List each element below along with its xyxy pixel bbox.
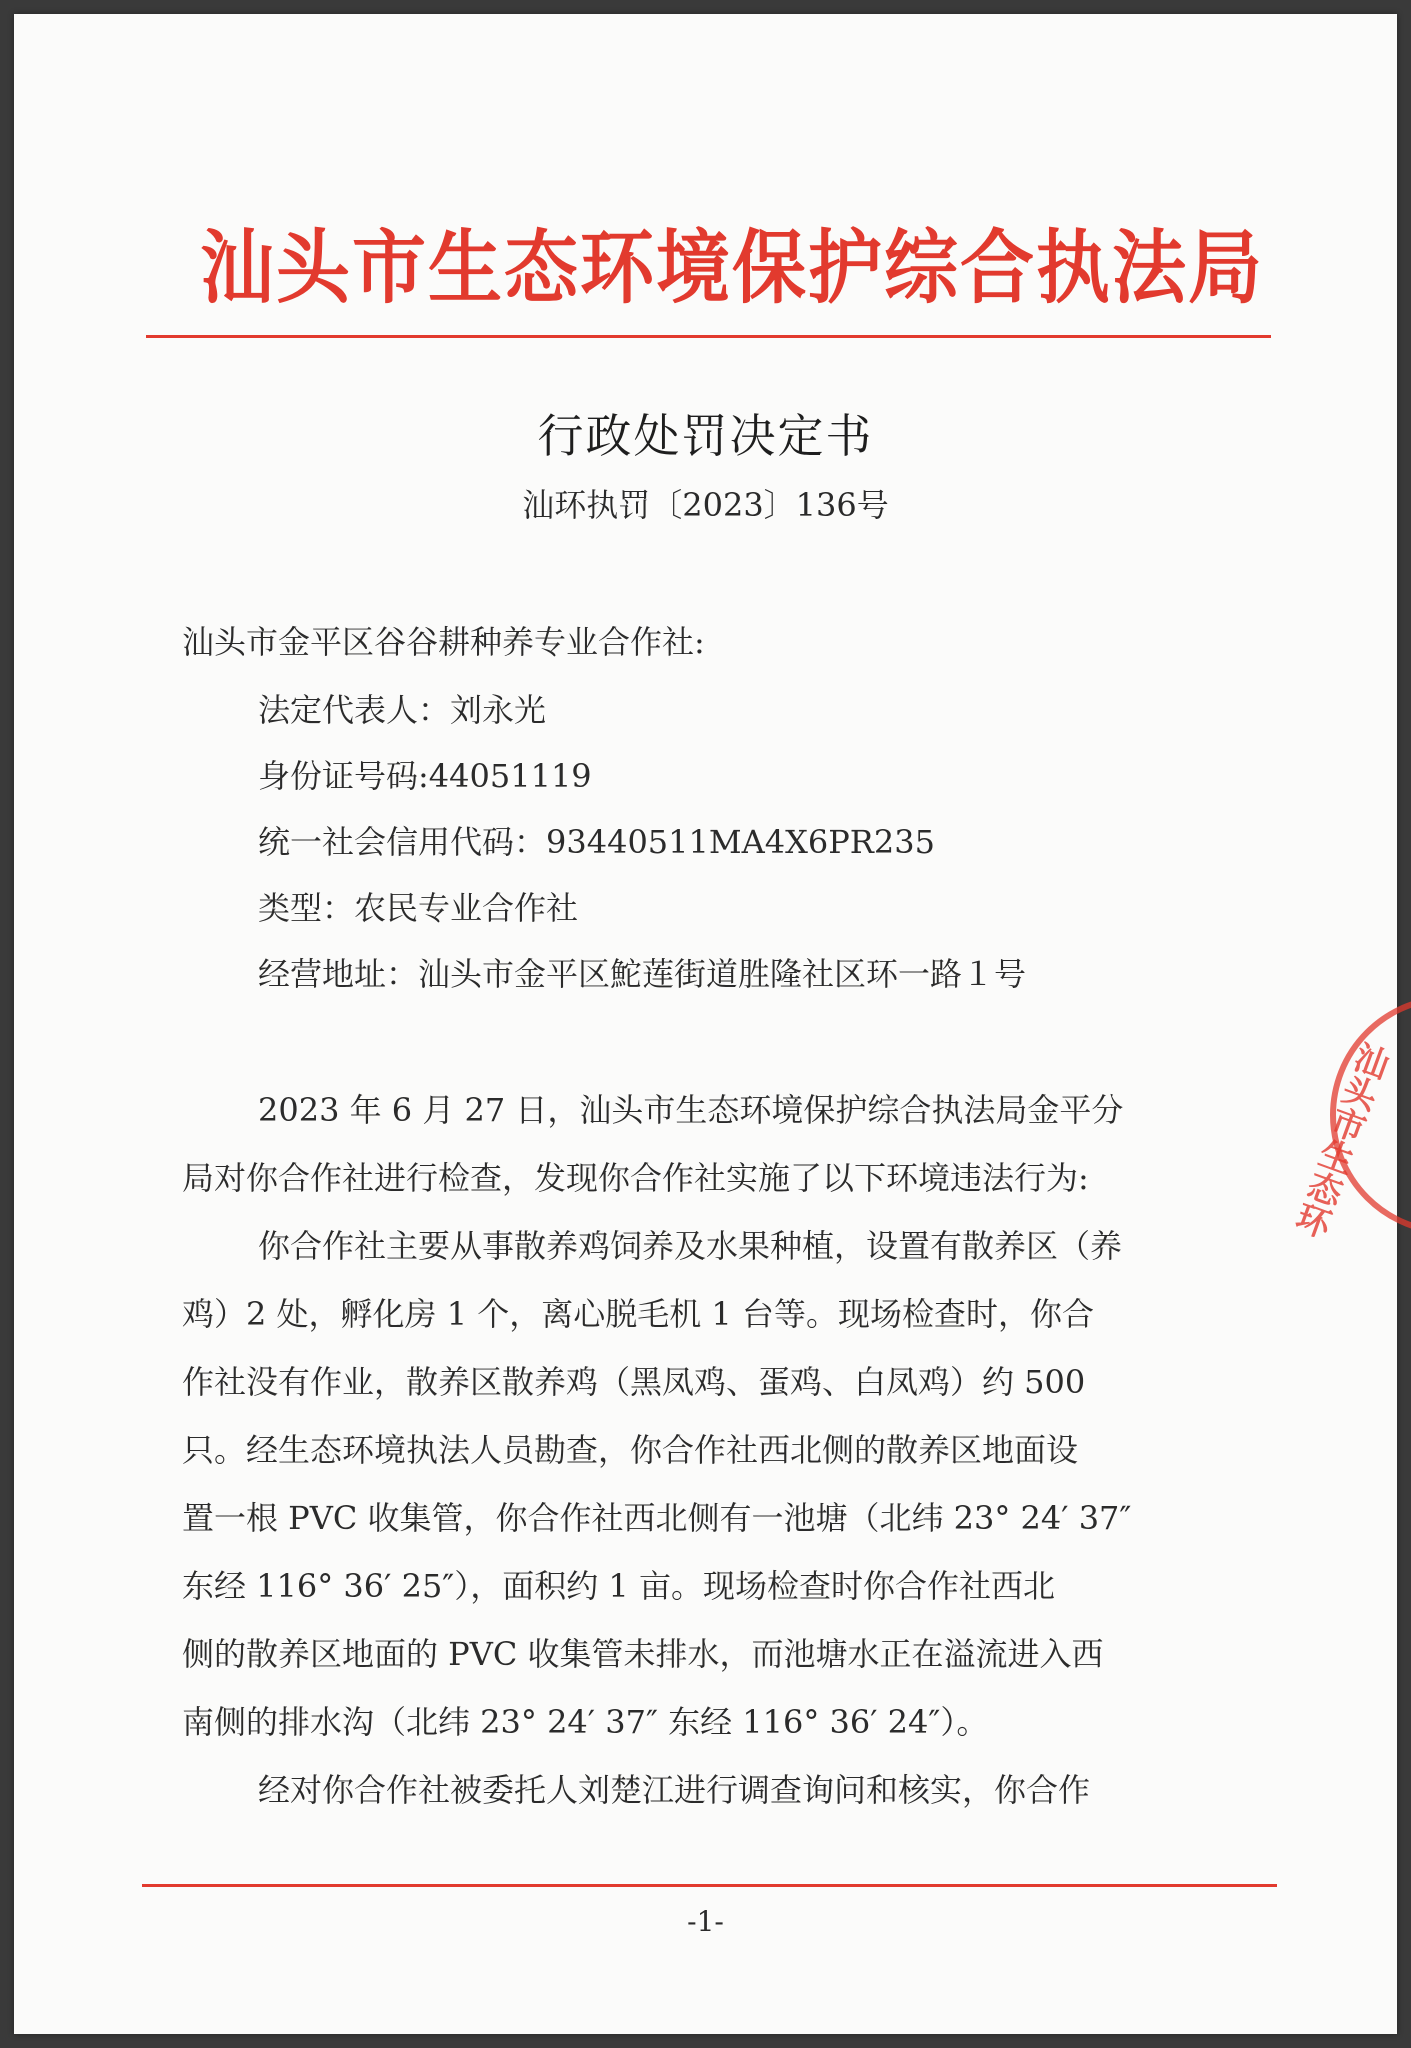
header-red-rule (146, 335, 1271, 338)
body-line: 经对你合作社被委托人刘楚江进行调查询问和核实，你合作 (258, 1771, 1091, 1809)
business-address: 经营地址：汕头市金平区鮀莲街道胜隆社区环一路１号 (258, 955, 1027, 993)
body-line: 只。经生态环境执法人员勘查，你合作社西北侧的散养区地面设 (182, 1431, 1079, 1469)
document-number: 汕环执罚〔2023〕136号 (522, 486, 889, 524)
official-seal-text: 汕头市生态环 (1285, 1036, 1394, 1242)
credit-code: 统一社会信用代码：93440511MA4X6PR235 (258, 823, 935, 861)
body-line: 你合作社主要从事散养鸡饲养及水果种植，设置有散养区（养 (258, 1227, 1123, 1265)
body-line: 东经 116° 36′ 25″），面积约 1 亩。现场检查时你合作社西北 (182, 1567, 1055, 1605)
page-number: -1- (687, 1905, 724, 1938)
entity-type: 类型：农民专业合作社 (258, 889, 579, 927)
footer-red-rule (142, 1884, 1277, 1887)
agency-header: 汕头市生态环境保护综合执法局 (200, 222, 1264, 316)
body-line: 南侧的排水沟（北纬 23° 24′ 37″ 东经 116° 36′ 24″）。 (182, 1703, 989, 1741)
id-number: 身份证号码:44051119 (258, 757, 592, 795)
body-line: 置一根 PVC 收集管，你合作社西北侧有一池塘（北纬 23° 24′ 37″ (182, 1499, 1132, 1537)
legal-representative: 法定代表人：刘永光 (258, 691, 547, 729)
body-line: 鸡）2 处，孵化房 1 个，离心脱毛机 1 台等。现场检查时，你合 (182, 1295, 1094, 1333)
body-line: 2023 年 6 月 27 日，汕头市生态环境保护综合执法局金平分 (258, 1091, 1124, 1129)
body-line: 侧的散养区地面的 PVC 收集管未排水，而池塘水正在溢流进入西 (182, 1635, 1104, 1673)
body-line: 作社没有作业，散养区散养鸡（黑凤鸡、蛋鸡、白凤鸡）约 500 (182, 1363, 1086, 1401)
party-name: 汕头市金平区谷谷耕种养专业合作社: (182, 623, 705, 661)
document-title: 行政处罚决定书 (537, 409, 874, 463)
body-line: 局对你合作社进行检查，发现你合作社实施了以下环境违法行为: (182, 1159, 1089, 1197)
